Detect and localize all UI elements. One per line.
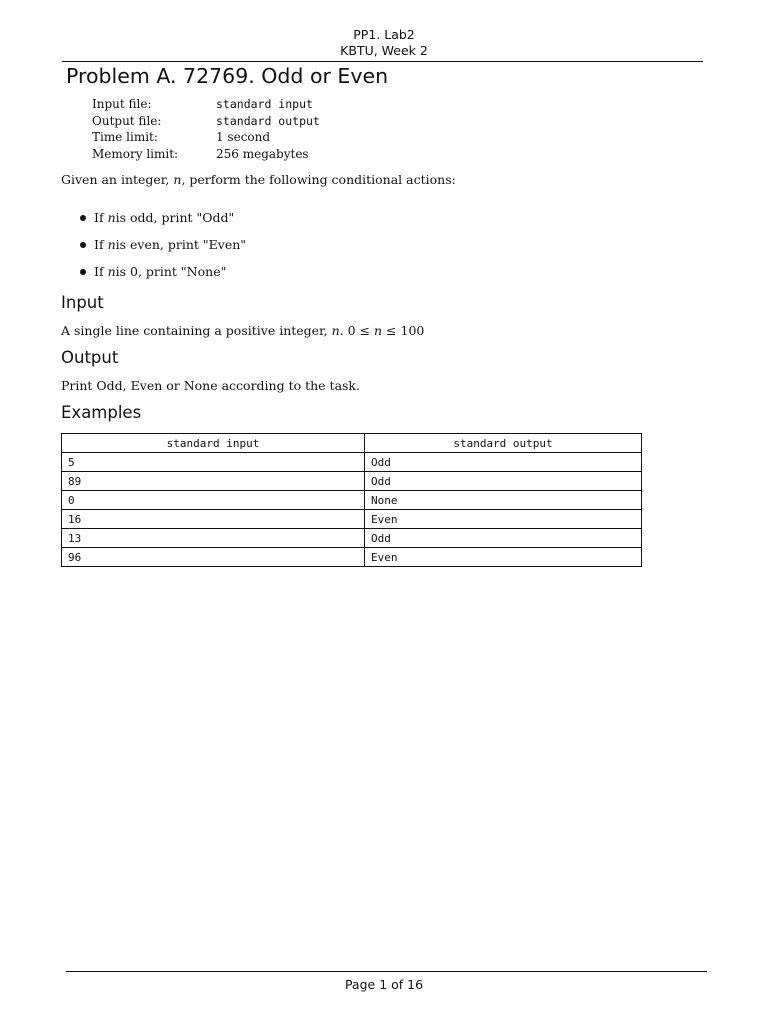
school-week-label: KBTU, Week 2	[340, 43, 428, 58]
bullet-text-b: is 0, print "None"	[115, 264, 227, 279]
list-item	[80, 231, 246, 258]
column-header-input: standard input	[62, 434, 365, 453]
intro-text-b: , perform the following conditional actions:	[181, 172, 456, 187]
table-row	[62, 491, 642, 510]
bullet-icon	[80, 269, 86, 275]
bullet-text-b: is odd, print "Odd"	[115, 210, 235, 225]
example-input: 89	[62, 472, 365, 491]
output-heading: Output	[61, 348, 119, 367]
table-header-row	[62, 434, 642, 453]
meta-row-time-limit	[92, 129, 320, 146]
meta-value: 256 megabytes	[216, 146, 309, 161]
intro-text-a: Given an integer,	[61, 172, 174, 187]
examples-table	[61, 433, 642, 567]
variable-n: n	[374, 323, 383, 338]
column-header-output: standard output	[365, 434, 642, 453]
input-heading: Input	[61, 293, 104, 312]
input-text-a: A single line containing a positive integer,	[61, 323, 332, 338]
output-description: Print Odd, Even or None according to the task.	[61, 378, 360, 393]
variable-n: n	[331, 323, 340, 338]
table-row	[62, 529, 642, 548]
variable-n: n	[107, 210, 116, 225]
example-output: Odd	[365, 453, 642, 472]
input-description	[61, 323, 424, 338]
footer-rule	[66, 971, 707, 972]
table-row	[62, 453, 642, 472]
example-output: Even	[365, 510, 642, 529]
bullet-text-a: If	[94, 237, 104, 252]
header-rule	[62, 61, 703, 62]
example-input: 0	[62, 491, 365, 510]
example-input: 13	[62, 529, 365, 548]
list-item	[80, 204, 246, 231]
example-output: Odd	[365, 529, 642, 548]
meta-label: Memory limit:	[92, 146, 179, 161]
conditions-list	[80, 204, 246, 285]
table-row	[62, 472, 642, 491]
example-input: 16	[62, 510, 365, 529]
list-item	[80, 258, 246, 285]
meta-value: standard output	[216, 113, 320, 128]
meta-label: Output file:	[92, 113, 162, 128]
meta-value: 1 second	[216, 130, 271, 144]
page-header	[0, 27, 768, 59]
variable-n: n	[173, 172, 182, 187]
course-label: PP1. Lab2	[353, 27, 415, 42]
page-number: Page 1 of 16	[344, 977, 424, 992]
variable-n: n	[107, 237, 116, 252]
example-output: Odd	[365, 472, 642, 491]
statement-intro	[61, 172, 456, 187]
example-output: None	[365, 491, 642, 510]
bullet-text-a: If	[94, 264, 104, 279]
meta-row-output-file	[92, 113, 320, 130]
example-input: 96	[62, 548, 365, 567]
input-text-c: ≤ 100	[382, 323, 425, 338]
table-row	[62, 548, 642, 567]
bullet-icon	[80, 242, 86, 248]
bullet-text-b: is even, print "Even"	[115, 237, 247, 252]
meta-value: standard input	[216, 97, 313, 111]
example-input: 5	[62, 453, 365, 472]
bullet-text-a: If	[94, 210, 104, 225]
examples-heading: Examples	[61, 403, 142, 422]
meta-label: Time limit:	[92, 130, 158, 144]
meta-label: Input file:	[92, 97, 152, 111]
bullet-icon	[80, 215, 86, 221]
example-output: Even	[365, 548, 642, 567]
problem-title: Problem A. 72769. Odd or Even	[66, 64, 389, 88]
variable-n: n	[107, 264, 116, 279]
meta-row-memory-limit	[92, 146, 320, 163]
table-row	[62, 510, 642, 529]
meta-row-input-file	[92, 96, 320, 113]
input-text-b: . 0 ≤	[339, 323, 375, 338]
problem-meta	[92, 96, 320, 162]
